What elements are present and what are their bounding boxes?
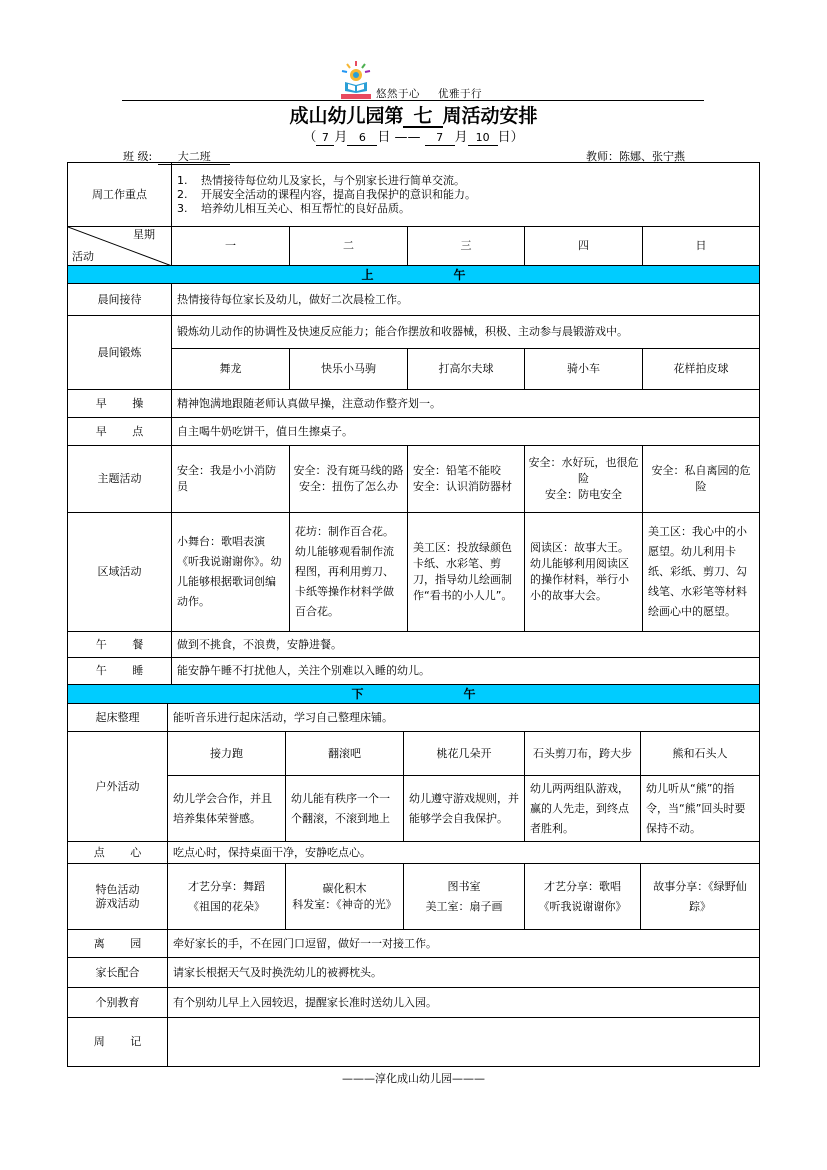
special-text: 科发室：《神奇的光》	[292, 897, 397, 911]
item-text: 开展安全活动的课程内容，提高自我保护的意识和能力。	[201, 187, 476, 201]
outdoor-game: 桃花几朵开	[403, 731, 525, 776]
motto-part-1: 悠然于心	[376, 88, 420, 100]
individual-label: 个别教育	[67, 987, 168, 1018]
breakfast-text: 自主喝牛奶吃饼干，值日生擦桌子。	[171, 417, 760, 446]
theme-text: 安全：铅笔不能咬	[413, 464, 501, 477]
special-cell-mon	[167, 863, 286, 930]
start-month: 7	[316, 131, 334, 146]
theme-cell-tue	[289, 445, 408, 513]
theme-text: 安全：扭伤了怎么办	[299, 480, 398, 493]
morning-banner	[67, 265, 760, 284]
special-text: 碳化积木	[322, 881, 367, 895]
exercise-game: 打高尔夫球	[407, 348, 525, 390]
wakeup-label: 起床整理	[67, 703, 168, 732]
special-label	[67, 863, 168, 930]
month-char: 月	[454, 130, 468, 145]
breakfast-label: 早 点	[67, 417, 172, 446]
special-cell-tue	[285, 863, 404, 930]
theme-cell-thu	[524, 445, 643, 513]
lunch-text: 做到不挑食，不浪费，安静进餐。	[171, 631, 760, 658]
banner-char: 下	[351, 687, 364, 701]
theme-cell-fri	[642, 445, 760, 513]
page-title	[0, 101, 827, 128]
theme-text: 安全：没有斑马线的路	[293, 464, 404, 477]
weekly-focus-label: 周工作重点	[67, 162, 172, 227]
weekly-notes-label: 周 记	[67, 1017, 168, 1067]
item-text: 热情接待每位幼儿及家长，与个别家长进行简单交流。	[201, 173, 465, 187]
outdoor-goal: 幼儿听从“熊”的指令，当“熊”回头时要保持不动。	[640, 775, 760, 842]
theme-cell-mon	[171, 445, 290, 513]
special-cell-thu	[524, 863, 641, 930]
outdoor-game: 石头剪刀布，跨大步	[524, 731, 641, 776]
special-label-line: 特色活动	[95, 882, 140, 896]
item-number: 3.	[177, 201, 188, 215]
corner-header-cell	[67, 226, 172, 266]
weekday-header-5: 日	[642, 226, 760, 266]
area-cell-mon: 小舞台：歌唱表演《听我说谢谢你》。幼儿能够根据歌词创编动作。	[171, 512, 290, 632]
theme-text: 安全：我是小小消防员	[177, 464, 276, 493]
item-number: 1.	[177, 173, 188, 187]
weekday-axis-label: 星期	[133, 228, 155, 241]
weekly-focus-item	[177, 174, 476, 188]
theme-text: 安全：水好玩，也很危险	[528, 456, 639, 485]
weekday-header-4: 四	[524, 226, 643, 266]
outdoor-goal: 幼儿两两组队游戏，赢的人先走，到终点者胜利。	[524, 775, 641, 842]
leave-text: 牵好家长的手，不在园门口逗留，做好一一对接工作。	[167, 929, 760, 958]
exercise-game: 花样拍皮球	[642, 348, 760, 390]
special-text: 才艺分享：舞蹈	[188, 879, 265, 893]
area-cell-wed: 美工区：投放绿颜色卡纸、水彩笔、剪刀，指导幼儿绘画制作“看书的小人儿”。	[407, 512, 525, 632]
weekly-focus-item	[177, 202, 476, 216]
exercise-game: 快乐小马驹	[289, 348, 408, 390]
activity-axis-label: 活动	[72, 250, 94, 263]
morning-drill-label: 早 操	[67, 389, 172, 418]
start-day: 6	[347, 131, 377, 146]
weekly-focus-item	[177, 188, 476, 202]
special-text: 《听我说谢谢你》	[538, 899, 627, 913]
special-text: 才艺分享：歌唱	[544, 879, 621, 893]
special-label-line: 游戏活动	[95, 896, 140, 910]
title-prefix: 成山幼儿园第	[289, 105, 404, 127]
area-label: 区域活动	[67, 512, 172, 632]
snack-text: 吃点心时，保持桌面干净，安静吃点心。	[167, 841, 760, 864]
special-text: 美工室：扇子画	[425, 899, 503, 913]
motto-part-2: 优雅于行	[438, 88, 482, 100]
outdoor-game: 接力跑	[167, 731, 286, 776]
nap-text: 能安静午睡不打扰他人，关注个别难以入睡的幼儿。	[171, 657, 760, 685]
special-text: 图书室	[447, 879, 481, 893]
banner-char: 午	[463, 687, 476, 701]
weekly-focus-list	[172, 174, 476, 216]
date-range	[0, 126, 827, 146]
class-label: 班 级:	[123, 150, 153, 163]
snack-label: 点 心	[67, 841, 168, 864]
exercise-label: 晨间锻炼	[67, 315, 172, 390]
kindergarten-logo	[340, 60, 372, 100]
wakeup-text: 能听音乐进行起床活动，学习自己整理床铺。	[167, 703, 760, 732]
area-cell-fri: 美工区：我心中的小愿望。幼儿利用卡纸、彩纸、剪刀、勾线笔、水彩笔等材料绘画心中的愿望。	[642, 512, 760, 632]
outdoor-goal: 幼儿学会合作，并且培养集体荣誉感。	[167, 775, 286, 842]
special-text: 故事分享：《绿野仙踪》	[653, 879, 747, 913]
leave-label: 离 园	[67, 929, 168, 958]
outdoor-label: 户外活动	[67, 731, 168, 842]
month-char: 月	[334, 130, 348, 145]
motto	[376, 86, 500, 101]
parents-text: 请家长根据天气及时换洗幼儿的被褥枕头。	[167, 957, 760, 988]
nap-label: 午 睡	[67, 657, 172, 685]
exercise-game: 舞龙	[171, 348, 290, 390]
outdoor-game: 熊和石头人	[640, 731, 760, 776]
special-cell-fri	[640, 863, 760, 930]
item-number: 2.	[177, 187, 188, 201]
theme-text: 安全：私自离园的危险	[651, 464, 751, 493]
date-open-paren: （	[303, 130, 317, 145]
end-month: 7	[425, 131, 455, 146]
parents-label: 家长配合	[67, 957, 168, 988]
theme-cell-wed	[407, 445, 525, 513]
afternoon-banner	[67, 684, 760, 704]
area-cell-thu: 阅读区：故事大王。幼儿能够利用阅读区的操作材料，举行小小的故事大会。	[524, 512, 643, 632]
weekly-notes-field[interactable]	[167, 1017, 760, 1067]
theme-text: 安全：认识消防器材	[413, 480, 512, 493]
item-text: 培养幼儿相互关心、相互帮忙的良好品质。	[201, 201, 410, 215]
exercise-game: 骑小车	[524, 348, 643, 390]
individual-text: 有个别幼儿早上入园较迟，提醒家长准时送幼儿入园。	[167, 987, 760, 1018]
teacher-info: 教师：陈娜、张宁燕	[586, 150, 685, 163]
date-separator: ——	[394, 130, 421, 145]
end-day: 10	[468, 131, 498, 146]
weekday-header-2: 二	[289, 226, 408, 266]
weekday-header-1: 一	[171, 226, 290, 266]
day-char: 日	[377, 130, 391, 145]
banner-char: 午	[453, 267, 466, 282]
theme-text: 安全：防电安全	[545, 488, 622, 501]
outdoor-game: 翻滚吧	[285, 731, 404, 776]
outdoor-goal: 幼儿遵守游戏规则，并能够学会自我保护。	[403, 775, 525, 842]
day-char: 日	[497, 130, 511, 145]
morning-drill-text: 精神饱满地跟随老师认真做早操，注意动作整齐划一。	[171, 389, 760, 418]
class-value: 大二班	[158, 148, 230, 165]
title-suffix: 周活动安排	[442, 105, 538, 127]
reception-text: 热情接待每位家长及幼儿，做好二次晨检工作。	[171, 283, 760, 316]
special-text: 《祖国的花朵》	[188, 899, 265, 913]
weekly-focus-content	[171, 162, 760, 227]
reception-label: 晨间接待	[67, 283, 172, 316]
special-cell-wed	[403, 863, 525, 930]
area-cell-tue: 花坊：制作百合花。幼儿能够观看制作流程图，再利用剪刀、卡纸等操作材料学做百合花。	[289, 512, 408, 632]
weekday-header-3: 三	[407, 226, 525, 266]
date-close-paren: ）	[510, 130, 524, 145]
lunch-label: 午 餐	[67, 631, 172, 658]
footer-text: ———淳化成山幼儿园———	[342, 1072, 485, 1085]
week-number: 七	[403, 106, 442, 128]
theme-label: 主题活动	[67, 445, 172, 513]
exercise-text: 锻炼幼儿动作的协调性及快速反应能力；能合作摆放和收器械，积极、主动参与晨锻游戏中。	[171, 315, 760, 349]
outdoor-goal: 幼儿能有秩序一个一个翻滚，不滚到地上	[285, 775, 404, 842]
banner-char: 上	[361, 267, 374, 282]
